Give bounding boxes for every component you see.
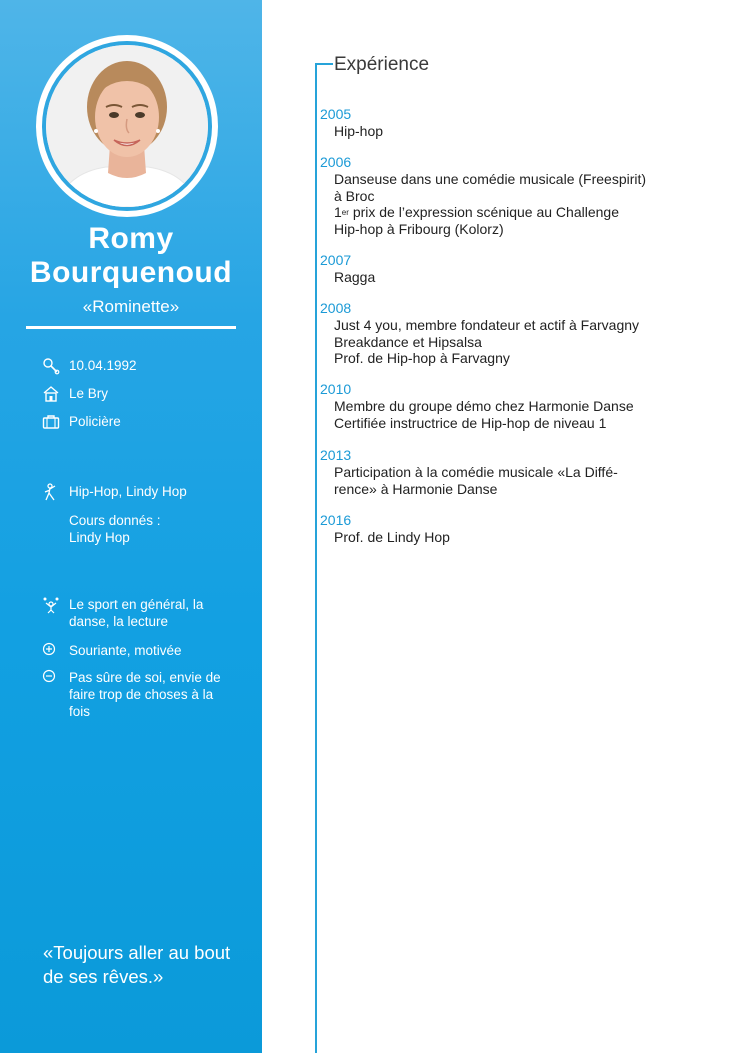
timeline-line xyxy=(315,63,317,1053)
timeline-entry-2010 xyxy=(320,381,720,431)
timeline-entry-2013 xyxy=(320,447,720,497)
nickname: «Rominette» xyxy=(82,297,180,316)
first-name: Romy xyxy=(88,222,174,255)
timeline-entry-2008 xyxy=(320,300,720,367)
juggling-icon xyxy=(42,596,60,614)
timeline-entry-2005 xyxy=(320,106,720,140)
entry-line xyxy=(320,204,720,221)
dance-styles: Hip-Hop, Lindy Hop xyxy=(69,484,187,499)
ordinal-number: 1 xyxy=(334,204,342,221)
job: Policière xyxy=(69,414,121,429)
entry-line: Hip-hop xyxy=(334,123,384,139)
entry-line: Membre du groupe démo chez Harmonie Danse xyxy=(334,398,634,414)
entry-line: à Broc xyxy=(334,187,375,204)
dance-row xyxy=(42,483,237,501)
timeline-entry-2016 xyxy=(320,512,720,546)
rattle-icon xyxy=(42,357,60,375)
entry-year: 2013 xyxy=(320,447,352,463)
entry-line: Breakdance et Hipsalsa xyxy=(334,333,482,350)
experience-title: Expérience xyxy=(334,54,430,75)
minus-circle-icon xyxy=(42,669,60,687)
ordinal-suffix: er xyxy=(341,208,349,218)
timeline-entry-2007 xyxy=(320,252,720,286)
courses-label: Cours donnés : xyxy=(69,513,161,528)
entry-year: 2006 xyxy=(320,154,352,170)
strengths-row xyxy=(42,642,237,660)
entry-line: Just 4 you, membre fondateur et actif à Farvagny xyxy=(334,317,640,333)
entry-year: 2007 xyxy=(320,252,352,268)
entry-line-text: prix de l’expression scénique au Challenge xyxy=(352,204,619,221)
weaknesses: Pas sûre de soi, envie de faire trop de choses à la fois xyxy=(69,670,221,719)
hobbies-row xyxy=(42,596,237,630)
location: Le Bry xyxy=(69,386,109,401)
entry-line: Prof. de Hip-hop à Farvagny xyxy=(334,350,510,367)
courses-value: Lindy Hop xyxy=(69,530,130,545)
entry-line: Certifiée instructrice de Hip-hop de niveau 1 xyxy=(334,414,607,431)
birthdate: 10.04.1992 xyxy=(69,358,137,373)
dance-icon xyxy=(42,483,60,501)
entry-line: Ragga xyxy=(334,269,376,285)
job-row xyxy=(42,413,237,431)
entry-line: Hip-hop à Fribourg (Kolorz) xyxy=(334,221,504,238)
courses-block xyxy=(69,512,161,546)
entry-year: 2016 xyxy=(320,512,352,528)
sidebar-divider xyxy=(26,326,236,329)
timeline-entry-2006 xyxy=(320,154,720,238)
portrait-illustration xyxy=(46,45,208,207)
profile-name xyxy=(0,222,262,290)
personal-quote: «Toujours aller au bout de ses rêves.» xyxy=(43,942,231,987)
birthdate-row xyxy=(42,357,237,375)
entry-line: Danseuse dans une comédie musicale (Freespirit) xyxy=(334,171,647,187)
entry-line: Prof. de Lindy Hop xyxy=(334,529,450,545)
entry-line: rence» à Harmonie Danse xyxy=(334,480,498,497)
plus-circle-icon xyxy=(42,642,60,660)
profile-photo xyxy=(42,41,212,211)
house-icon xyxy=(42,385,60,403)
strengths: Souriante, motivée xyxy=(69,643,182,658)
entry-line: Participation à la comédie musicale «La Diffé- xyxy=(334,464,618,480)
entry-year: 2008 xyxy=(320,300,352,316)
last-name: Bourquenoud xyxy=(29,256,233,289)
sidebar xyxy=(0,0,262,1053)
entry-year: 2005 xyxy=(320,106,352,122)
profile-photo-frame xyxy=(36,35,218,217)
weaknesses-row xyxy=(42,669,237,720)
timeline-hook xyxy=(315,63,333,65)
hobbies: Le sport en général, la danse, la lecture xyxy=(69,597,204,629)
entry-year: 2010 xyxy=(320,381,352,397)
briefcase-icon xyxy=(42,413,60,431)
location-row xyxy=(42,385,237,403)
